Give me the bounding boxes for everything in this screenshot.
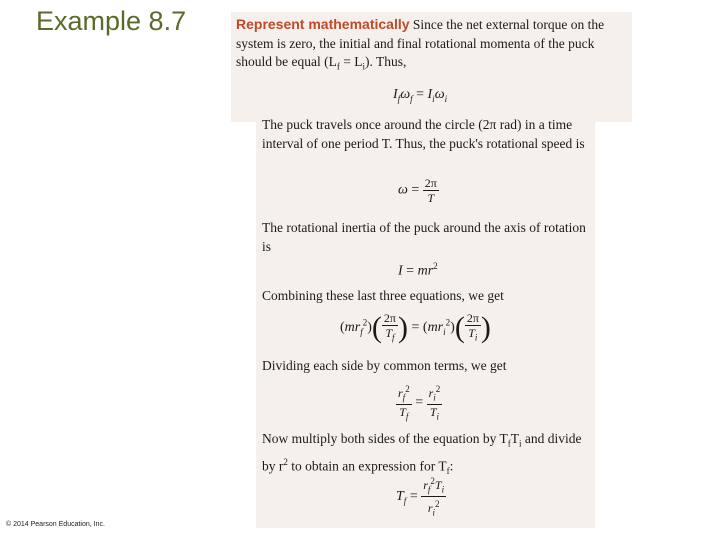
represent-box [231,12,632,122]
slide-title: Example 8.7 [36,6,187,36]
section-heading: Represent mathematically [236,16,410,32]
equation-inertia: $I = mr^2$ [398,261,438,279]
paragraph-rotational-inertia: The rotational inertia of the puck around the axis of rotation is [262,220,586,254]
paragraph-combining: Combining these last three equations, we get [262,288,504,303]
equation-ratio: $\frac{r_f^2}{T_f}$ = $\frac{r_i^2}{T_i}$ [398,384,441,422]
equation-combined: $(mr_f^2)$( $\frac{2\pi}{T_f}$ ) = $(mr_i^2)$( $\frac{2\pi}{T_i}$ ) [340,311,491,344]
equation-momentum: $I_f\omega_f = I_i\omega_i$ [393,87,448,104]
copyright-notice: © 2014 Pearson Education, Inc. [6,521,105,528]
equation-omega: ω = $\frac{2\pi}{T}$ [398,176,437,205]
paragraph-multiply: Now multiply both sides of the equation by $T_fT_i$ and divide by $r^2$ to obtain an expression for $T_f$: [262,431,582,477]
paragraph-dividing: Dividing each side by common terms, we get [262,358,507,373]
paragraph-angular-momentum: Represent mathematically Since the net external torque on the system is zero, the initial and final rotational momenta of the puck should be equal $(L_f = L_i)$. Thus, [236,16,605,72]
derivation-box [256,117,595,528]
equation-final-period: $T_f$ = $\frac{r_f^2T_i}{r_i^2}$ [396,476,445,518]
paragraph-rotational-speed: The puck travels once around the circle (2π rad) in a time interval of one period T. Thus, the puck's rotational speed is [262,117,585,151]
